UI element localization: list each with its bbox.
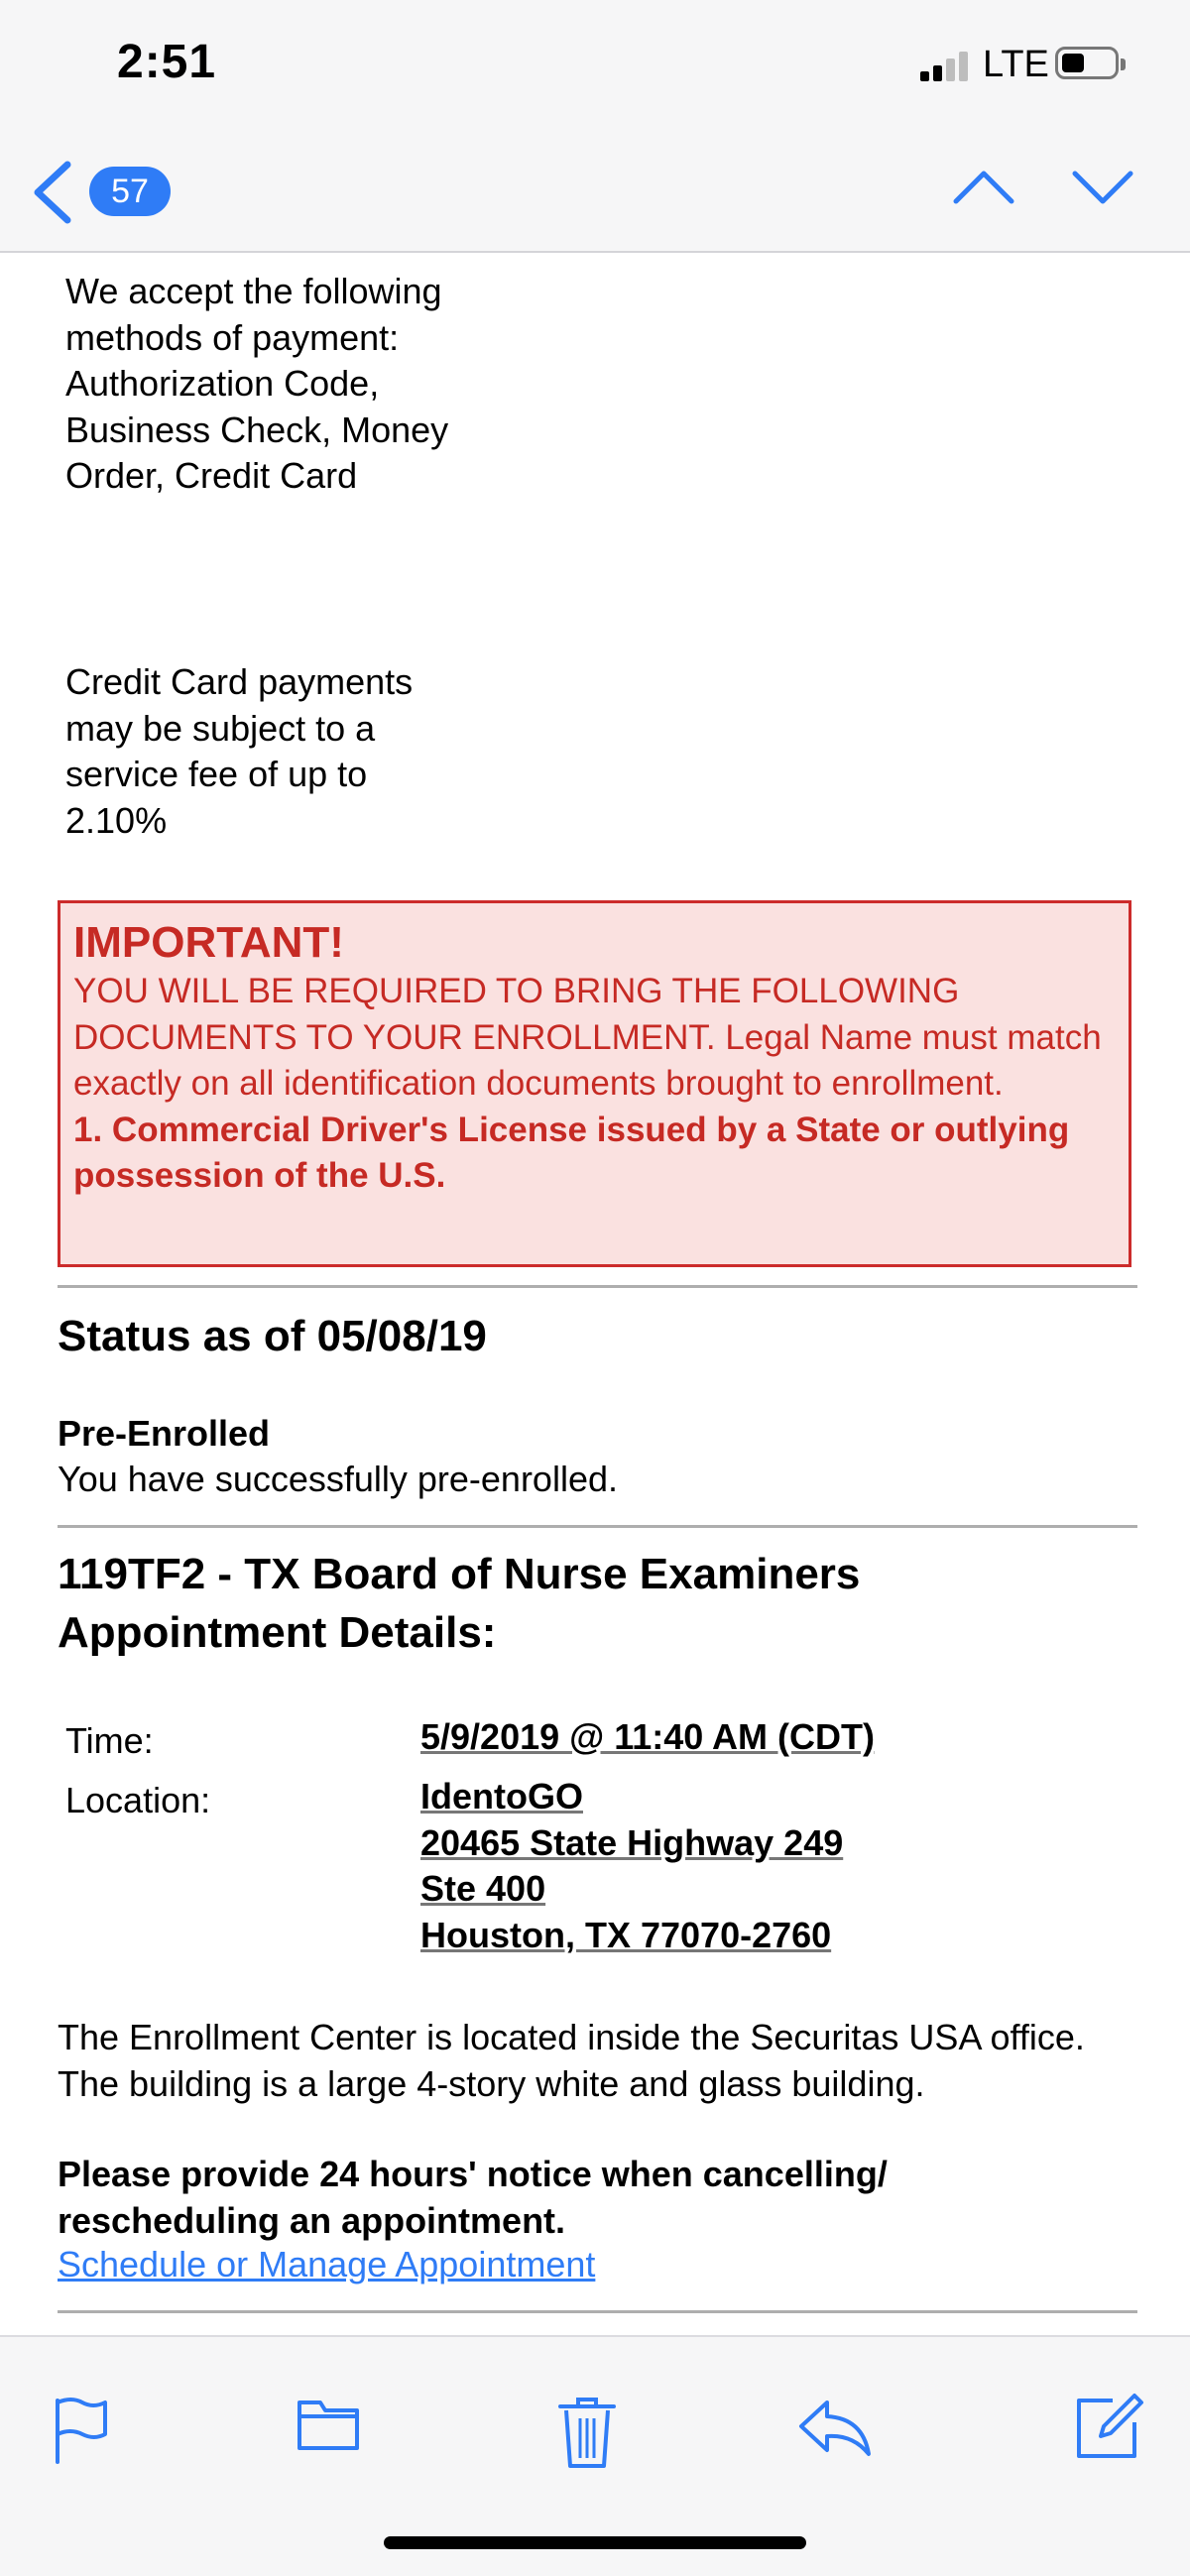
important-body: YOU WILL BE REQUIRED TO BRING THE FOLLOWING DOCUMENTS TO YOUR ENROLLMENT. Legal Name must match exactly on all identification documents brought to enrollment. [73, 972, 1102, 1103]
location-line[interactable]: IdentoGO [420, 1776, 583, 1816]
chevron-down-icon[interactable] [1071, 164, 1134, 211]
location-line[interactable]: Houston, TX 77070-2760 [420, 1914, 832, 1955]
mail-nav-bar [0, 134, 1190, 253]
divider [58, 1285, 1137, 1288]
enrollment-center-note: The Enrollment Center is located inside the Securitas USA office. The building is a large 4-story white and glass building. [58, 2017, 1085, 2104]
home-indicator[interactable] [384, 2536, 806, 2549]
enrollment-state: Pre-Enrolled [58, 1413, 271, 1454]
divider [58, 2310, 1137, 2313]
schedule-appointment-link[interactable]: Schedule or Manage Appointment [58, 2244, 596, 2284]
message-body [0, 253, 1190, 2335]
important-title: IMPORTANT! [73, 918, 344, 967]
time-label: Time: [65, 1720, 154, 1761]
location-line[interactable]: Ste 400 [420, 1868, 546, 1909]
cellular-signal-icon [920, 52, 970, 81]
battery-icon [1055, 47, 1119, 79]
chevron-up-icon[interactable] [952, 164, 1015, 211]
credit-card-fee-text: Credit Card payments may be subject to a service fee of up to 2.10% [65, 661, 414, 841]
reply-icon[interactable] [797, 2397, 873, 2460]
chevron-left-icon [30, 161, 73, 224]
folder-icon[interactable] [296, 2397, 361, 2452]
cancellation-notice: Please provide 24 hours' notice when cancelling/ rescheduling an appointment. [58, 2154, 888, 2241]
compose-icon[interactable] [1073, 2389, 1144, 2462]
status-time: 2:51 [117, 36, 217, 88]
appointment-heading-line: 119TF2 - TX Board of Nurse Examiners [58, 1550, 861, 1598]
back-button[interactable] [30, 157, 178, 226]
appointment-time[interactable] [420, 1714, 875, 1761]
divider [58, 1525, 1137, 1528]
unread-count-badge: 57 [89, 167, 171, 216]
important-notice [58, 900, 1131, 1267]
trash-icon[interactable] [558, 2397, 616, 2470]
required-document: 1. Commercial Driver's License issued by a State or outlying possession of the U.S. [73, 1110, 1070, 1195]
appointment-location[interactable] [420, 1774, 843, 1958]
appointment-heading [58, 1545, 860, 1662]
status-bar [0, 0, 1190, 134]
appointment-time-value[interactable]: 5/9/2019 @ 11:40 AM (CDT) [420, 1716, 875, 1757]
location-label: Location: [65, 1780, 211, 1820]
enrollment-message: You have successfully pre-enrolled. [58, 1459, 618, 1499]
location-line[interactable]: 20465 State Highway 249 [420, 1821, 844, 1863]
flag-icon[interactable] [52, 2397, 111, 2466]
network-type: LTE [983, 44, 1049, 85]
status-heading: Status as of 05/08/19 [58, 1312, 487, 1360]
payment-methods-text: We accept the following methods of payment: Authorization Code, Business Check, Money Order, Credit Card [65, 271, 449, 496]
appointment-heading-line: Appointment Details: [58, 1608, 497, 1657]
